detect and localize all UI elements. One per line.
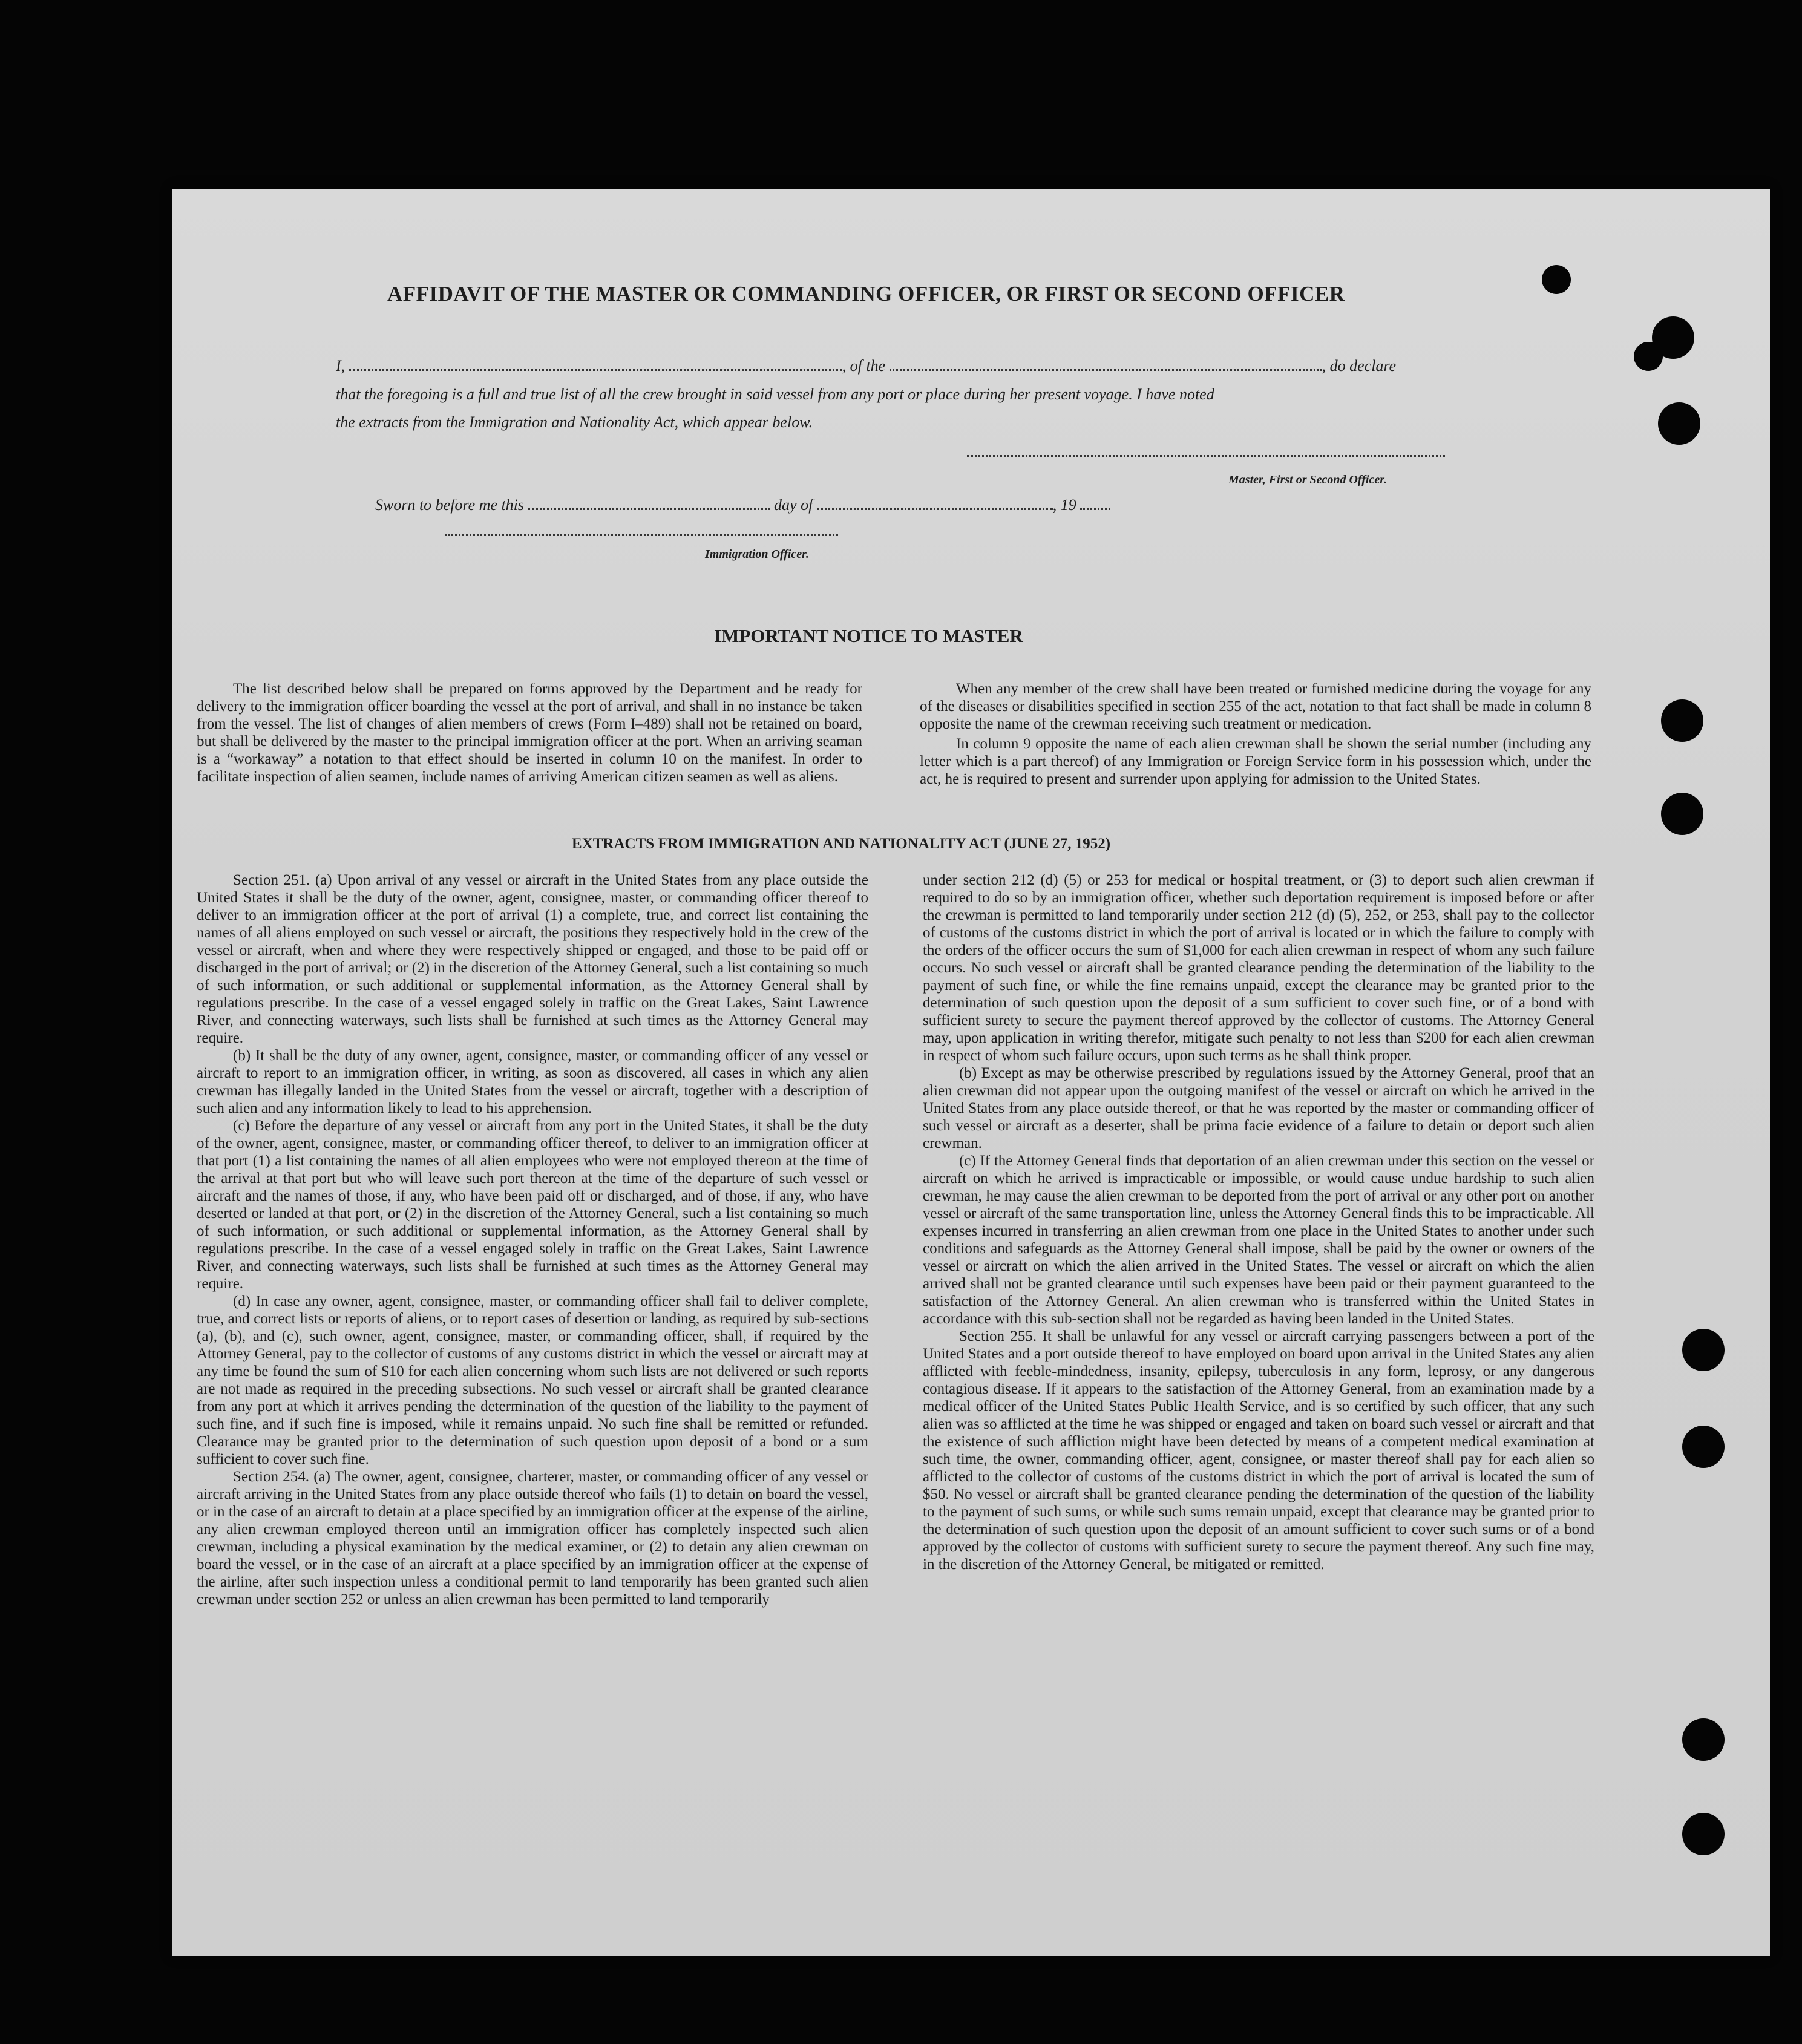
notice-right-paragraph-1: When any member of the crew shall have been treated or furnished medicine during the voyage for any of the diseases or disabilities specified in section 255 of the act, notation to that fact shall be made in column 8 opposite the name of the crewman receiving such treatment or medication. (920, 681, 1591, 732)
sworn-year-field[interactable] (1080, 508, 1110, 510)
sworn-day-field[interactable] (528, 508, 770, 510)
extract-paragraph: under section 212 (d) (5) or 253 for medical or hospital treatment, or (3) to deport such alien crewman if required to do so by an immigration officer, whether such deportation requirement is imposed before or after the crewman is permitted to land temporarily under section 212 (d) (5), 252, or 253, shall pay to the collector of customs of the customs district in which the port of arrival is located or in which the failure to comply with the orders of the officer occurs the sum of $1,000 for each alien crewman in respect of whom any such failure occurs. No such vessel or aircraft shall be granted clearance pending the determination of the liability to the payment of such fine, or while the fine remains unpaid, except the clearance may be granted prior to the determination of such question upon the deposit of a sum sufficient to cover such fine, or of a bond with sufficient surety to secure the payment thereof approved by the collector of customs. The Attorney General may, upon application in writing therefor, mitigate such penalty to not less than $200 for each alien crewman in respect of whom such failure occurs, upon such terms as he shall think proper. (923, 872, 1594, 1064)
extract-paragraph: (b) It shall be the duty of any owner, agent, consignee, master, or commanding officer of any vessel or aircraft to report to an immigration officer, in writing, as soon as discovered, all cases in which any alien crewman has illegally landed in the United States from the vessel or aircraft, together with a description of such alien and any information likely to lead to his apprehension. (197, 1047, 868, 1116)
punch-hole (1682, 1718, 1725, 1761)
punch-hole (1661, 699, 1703, 742)
sworn-prefix: Sworn to before me this (375, 496, 525, 514)
punch-hole (1658, 402, 1700, 445)
extract-paragraph: (c) If the Attorney General finds that deportation of an alien crewman under this section on the vessel or aircraft on which he arrived is impracticable or impossible, or would cause undue hardship to such alien crewman, he may cause the alien crewman to be deported from the port of arrival or any other port on another vessel or aircraft of the same transportation line, unless the Attorney General finds this to be impracticable. All expenses incurred in transferring an alien crewman from one place in the United States to another under such conditions and safeguards as the Attorney General shall impose, shall be paid by the owner or owners of the vessel or aircraft on which the alien arrived in the United States. The vessel or aircraft on which the alien arrived shall not be granted clearance until such expenses have been paid or their payment guaranteed to the satisfaction of the Attorney General. An alien crewman who is transferred within the United States in accordance with this sub-section shall not be regarded as having been landed in the United States. (923, 1153, 1594, 1327)
master-signature-line[interactable] (967, 455, 1445, 457)
extract-paragraph: (d) In case any owner, agent, consignee, master, or commanding officer shall fail to deliver complete, true, and correct lists or reports of aliens, or to report cases of desertion or landing, as required by sub-sections (a), (b), and (c), such owner, agent, consignee, master, or commanding officer, shall, if required by the Attorney General, pay to the collector of customs of any customs district in which the vessel or aircraft may at any time be found the sum of $10 for each alien concerning whom such lists are not delivered or such reports are not made as required in the preceding subsections. No such vessel or aircraft shall be granted clearance from any port at which it arrives pending the determination of the question of the liability to the payment of such fine, and if such fine is imposed, while it remains unpaid. No such fine shall be remitted or refunded. Clearance may be granted prior to the determination of such question upon deposit of a bond or a sum sufficient to cover such fine. (197, 1293, 868, 1467)
notice-right-column (920, 680, 1591, 788)
declaration-line-1 (336, 357, 1467, 375)
punch-hole (1682, 1813, 1725, 1855)
declaration-line-2: that the foregoing is a full and true list of all the crew brought in said vessel from any port or place during her present voyage. I have noted (336, 385, 1214, 403)
extract-paragraph: (b) Except as may be otherwise prescribed by regulations issued by the Attorney General, proof that an alien crewman did not appear upon the outgoing manifest of the vessel or aircraft on which he arrived in the United States from any place outside thereof, or that he was reported by the master or commanding officer of such vessel or aircraft as a deserter, shall be prima facie evidence of a failure to detain or deport such alien crewman. (923, 1065, 1594, 1151)
sworn-line (375, 496, 1283, 514)
declarant-prefix: I, (336, 357, 346, 375)
immigration-officer-signature-line[interactable] (445, 534, 838, 536)
immigration-officer-caption: Immigration Officer. (705, 548, 809, 561)
declare-suffix: , do declare (1322, 357, 1397, 375)
notice-heading: IMPORTANT NOTICE TO MASTER (714, 625, 1023, 646)
extract-paragraph: Section 254. (a) The owner, agent, consignee, charterer, master, or commanding officer of any vessel or aircraft arriving in the United States from any place outside thereof who fails (1) to detain on board the vessel, or in the case of an aircraft to detain at a place specified by an immigration officer at the expense of the airline, any alien crewman employed thereon until an immigration officer has completely inspected such alien crewman, including a physical examination by the medical examiner, or (2) to detain any alien crewman on board the vessel, or in the case of an aircraft at a place specified by an immigration officer at the expense of the airline, after such inspection unless a conditional permit to land temporarily has been granted such alien crewman under section 252 or unless an alien crewman has been permitted to land temporarily (197, 1469, 868, 1608)
punch-hole (1682, 1329, 1725, 1371)
vessel-name-field[interactable] (890, 369, 1322, 371)
notice-left-column (197, 680, 862, 785)
extract-paragraph: Section 251. (a) Upon arrival of any vessel or aircraft in the United States from any place outside the United States it shall be the duty of the owner, agent, consignee, master, or commanding officer thereof to deliver to an immigration officer at the port of arrival (1) a complete, true, and correct list containing the names of all aliens employed on such vessel or aircraft, the positions they respectively hold in the crew of the vessel or aircraft, when and where they were respectively shipped or engaged, and those to be paid off or discharged in the port of arrival; or (2) in the discretion of the Attorney General, such a list containing so much of such information, or such additional or supplemental information, as the Attorney General shall by regulations prescribe. In the case of a vessel engaged solely in traffic on the Great Lakes, Saint Lawrence River, and connecting waterways, such lists shall be furnished at such times as the Attorney General may require. (197, 872, 868, 1046)
extracts-right-column (923, 871, 1594, 1573)
extracts-heading: EXTRACTS FROM IMMIGRATION AND NATIONALITY ACT (JUNE 27, 1952) (572, 836, 1111, 852)
master-caption: Master, First or Second Officer. (1228, 473, 1387, 486)
sworn-dayof-label: day of (774, 496, 813, 514)
vessel-prefix: , of the (842, 357, 886, 375)
punch-hole (1682, 1426, 1725, 1468)
sworn-month-field[interactable] (817, 508, 1053, 510)
declaration-line-3: the extracts from the Immigration and Nationality Act, which appear below. (336, 413, 813, 431)
punch-hole (1661, 793, 1703, 835)
notice-left-paragraph: The list described below shall be prepared on forms approved by the Department and be ready for delivery to the immigration officer boarding the vessel at the port of arrival, and shall in no instance be taken from the vessel. The list of changes of alien members of crews (Form I–489) shall not be retained on board, but shall be delivered by the master to the principal immigration officer at the port. When an arriving seaman is a “workaway” a notation to that effect should be inserted in column 10 on the manifest. In order to facilitate inspection of alien seamen, include names of arriving American citizen seamen as well as aliens. (197, 681, 862, 785)
extract-paragraph: Section 255. It shall be unlawful for any vessel or aircraft carrying passengers between a port of the United States and a port outside thereof to have employed on board upon arrival in the United States any alien afflicted with feeble-mindedness, insanity, epilepsy, tuberculosis in any form, leprosy, or any dangerous contagious disease. If it appears to the satisfaction of the Attorney General, from an examination made by a medical officer of the United States Public Health Service, and is so certified by such officer, that any such alien was so afflicted at the time he was shipped or engaged and taken on board such vessel or aircraft and that the existence of such affliction might have been detected by means of a competent medical examination at such time, the owner, commanding officer, agent, consignee, or master thereof shall pay for each alien so afflicted to the collector of customs of the customs district in which the port of arrival is located the sum of $50. No vessel or aircraft shall be granted clearance pending the determination of the question of the liability to the payment of such sums, or while such sums remain unpaid, except that clearance may be granted prior to the determination of such question upon the deposit of an amount sufficient to cover such sums or of a bond approved by the collector of customs with sufficient surety to secure the payment thereof. Any such fine may, in the discretion of the Attorney General, be mitigated or remitted. (923, 1328, 1594, 1573)
extract-paragraph: (c) Before the departure of any vessel or aircraft from any port in the United States, it shall be the duty of the owner, agent, consignee, master, or commanding officer thereof, to deliver to an immigration officer at that port (1) a list containing the names of all alien employees who were not employed thereon at the time of the arrival at that port but who will leave such port thereon at the time of the departure of such vessel or aircraft and the names of those, if any, who have been paid off or discharged, and of those, if any, who have deserted or landed at that port, or (2) in the discretion of the Attorney General, such a list containing so much of such information, or such additional or supplemental information, as the Attorney General shall by regulations prescribe. In the case of a vessel engaged solely in traffic on the Great Lakes, Saint Lawrence River, and connecting waterways, such lists shall be furnished at such times as the Attorney General may require. (197, 1118, 868, 1292)
punch-hole (1542, 265, 1571, 294)
sworn-year-label: , 19 (1052, 496, 1076, 514)
extracts-left-column (197, 871, 868, 1608)
declarant-name-field[interactable] (349, 369, 842, 371)
notice-right-paragraph-2: In column 9 opposite the name of each alien crewman shall be shown the serial number (including any letter which is a part thereof) of any Immigration or Foreign Service form in his possession which, under the act, he is required to present and surrender upon applying for admission to the United States. (920, 736, 1591, 787)
affidavit-title: AFFIDAVIT OF THE MASTER OR COMMANDING OFFICER, OR FIRST OR SECOND OFFICER (387, 282, 1345, 306)
punch-hole (1634, 342, 1663, 371)
